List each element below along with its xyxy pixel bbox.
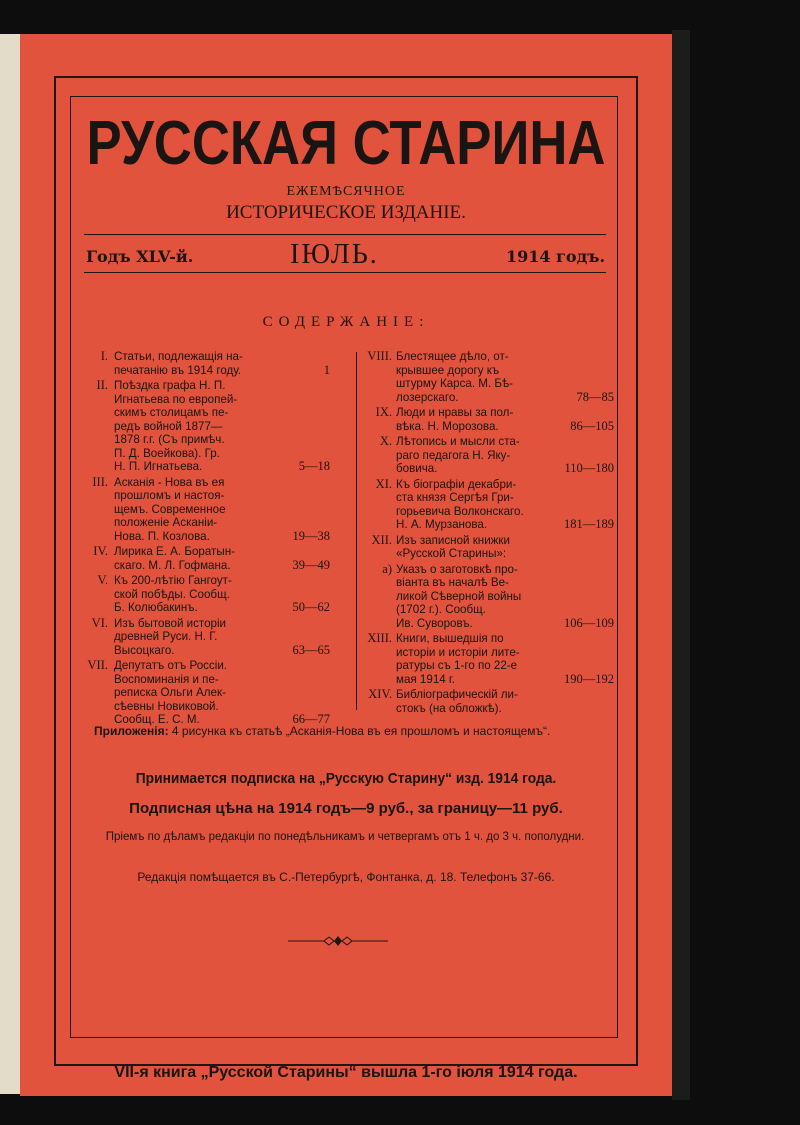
editorial-address: Редакція помѣщается въ С.-Петербургѣ, Фонтанка, д. 18. Телефонъ 37-66.: [137, 870, 555, 884]
toc-entry: V. Къ 200-лѣтію Гангоут- ской побѣды. Сообщ. Б. Колюбакинъ. 50—62: [97, 573, 330, 614]
subscription-price: Подписная цѣна на 1914 годъ—9 руб., за границу—11 руб.: [129, 800, 563, 817]
toc-right-column: [367, 349, 614, 717]
toc-entry: II. Поѣздка графа Н. П. Игнатьева по европей- скимъ столицамъ пе- редъ войной 1877— 1878 г.г. (Съ примѣч. П. Д. Воейкова). Гр. Н. П. Игнатьева. 5—18: [96, 378, 330, 473]
toc-entry: XIII. Книги, вышедшія по исторіи и исторіи лите- ратуры съ 1-го по 22-е мая 1914 г. 190—192: [367, 631, 614, 686]
toc-entry: а) Указъ о заготовкѣ про- віанта въ началѣ Ве- ликой Сѣверной войны (1702 г.). Сообщ. Ив. Суворовъ. 106—109: [382, 561, 614, 630]
toc-entry: X. Лѣтопись и мысли ста- раго педагога Н. Яку- бовича. 110—180: [379, 434, 614, 475]
binding-shadow: [672, 30, 690, 1100]
release-notice: VII-я книга „Русской Старины“ вышла 1-го іюля 1914 года.: [114, 1064, 578, 1081]
subscription-notice: Принимается подписка на „Русскую Старину“ изд. 1914 года.: [135, 770, 557, 787]
divider-top: [84, 234, 606, 235]
toc-entry: IX. Люди и нравы за пол- вѣка. Н. Морозова. 86—105: [375, 405, 614, 433]
toc-entry: VIII. Блестящее дѣло, от- крывшее дорогу къ штурму Карса. М. Бѣ- лозерскаго. 78—85: [367, 349, 614, 404]
toc-entry: XIV. Библіографическій ли- стокъ (на обложкѣ).: [368, 687, 518, 715]
appendix-note: [94, 724, 594, 738]
toc-entry: VII. Депутатъ отъ Россіи. Воспоминанія и пе- реписка Ольги Алек- сѣевны Новиковой. Сообщ. Е. С. М. 66—77: [87, 658, 330, 726]
toc-entry: VI. Изъ бытовой исторіи древней Руси. Н. Г. Высоцкаго. 63—65: [91, 615, 330, 657]
toc-left-column: [87, 349, 330, 729]
ornament-divider: [288, 934, 388, 948]
magazine-cover: [20, 34, 672, 1096]
contents-heading: СОДЕРЖАНІЕ:: [262, 314, 430, 330]
volume-year: Годъ XLV-й.: [86, 247, 194, 266]
toc-entry: III. Асканія - Нова въ ея прошломъ и настоя- щемъ. Современное положеніе Асканіи- Нова. П. Козлова. 19—38: [92, 474, 330, 543]
appendix-text: 4 рисунка къ статьѣ „Асканія-Нова въ ея прошломъ и настоящемъ“.: [171, 724, 551, 738]
issue-year: 1914 годъ.: [506, 247, 606, 266]
divider-bottom: [84, 272, 606, 273]
subtitle-historical: ИСТОРИЧЕСКОЕ ИЗДАНІЕ.: [226, 202, 466, 223]
office-hours: Пріемъ по дѣламъ редакціи по понедѣльникамъ и четвергамъ отъ 1 ч. до 3 ч. пополудни.: [105, 831, 585, 843]
toc-entry: I. Статьи, подлежащія на- печатанію въ 1914 году. 1: [100, 349, 330, 377]
appendix-label: Приложенія:: [94, 724, 169, 738]
toc-entry: XI. Къ біографіи декабри- ста князя Сергѣя Гри- горьевича Волконскаго. Н. А. Мурзанова. 181—189: [375, 476, 614, 531]
toc-entry: XII. Изъ записной книжки «Русской Старины»:: [371, 532, 510, 560]
magazine-title: РУССКАЯ СТАРИНА: [86, 109, 606, 178]
toc-entry: IV. Лирика Е. А. Боратын- скаго. М. Л. Гофмана. 39—49: [93, 544, 330, 572]
issue-month: ІЮЛЬ.: [290, 239, 379, 270]
subtitle-monthly: ЕЖЕМѢСЯЧНОЕ: [286, 184, 406, 199]
